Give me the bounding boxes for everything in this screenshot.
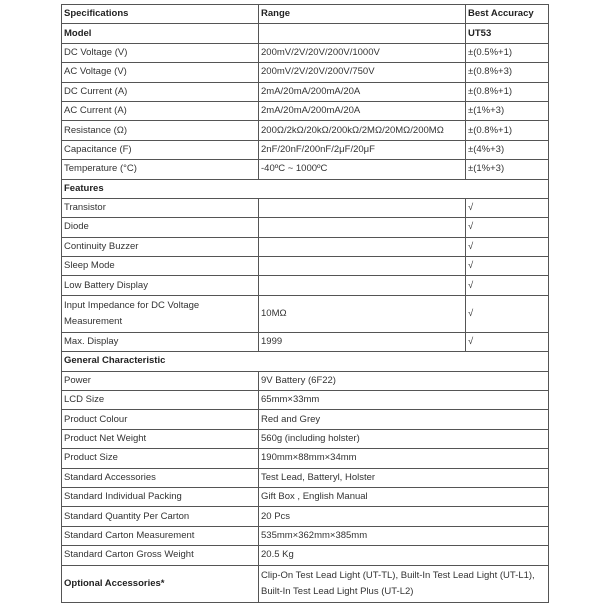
checkmark-icon: √ [466,198,549,217]
feature-label: Low Battery Display [62,276,259,295]
spec-label: DC Voltage (V) [62,43,259,62]
checkmark-icon: √ [466,332,549,351]
spec-label: Capacitance (F) [62,140,259,159]
general-value: 560g (including holster) [259,429,549,448]
general-value: 20 Pcs [259,507,549,526]
general-label: LCD Size [62,391,259,410]
feature-row [62,218,549,237]
feature-range: 10MΩ [259,295,466,332]
general-label: Standard Individual Packing [62,487,259,506]
feature-range [259,237,466,256]
spec-row [62,63,549,82]
general-label: Product Colour [62,410,259,429]
spec-accuracy: ±(4%+3) [466,140,549,159]
spec-label: AC Voltage (V) [62,63,259,82]
general-value: 535mm×362mm×385mm [259,526,549,545]
general-label: Product Net Weight [62,429,259,448]
general-row [62,487,549,506]
feature-label: Continuity Buzzer [62,237,259,256]
general-value: 9V Battery (6F22) [259,371,549,390]
specifications-table [61,4,549,603]
feature-label: Input Impedance for DC Voltage Measurement [62,295,259,332]
spec-accuracy: ±(0.8%+1) [466,121,549,140]
spec-row [62,140,549,159]
header-best-accuracy: Best Accuracy [466,5,549,24]
feature-range [259,198,466,217]
spec-range: 200mV/2V/20V/200V/750V [259,63,466,82]
feature-row [62,332,549,351]
spec-accuracy: ±(0.8%+1) [466,82,549,101]
header-range: Range [259,5,466,24]
spec-label: Temperature (°C) [62,160,259,179]
general-value: Test Lead, Batteryl, Holster [259,468,549,487]
optional-accessories-row [62,565,549,602]
feature-row [62,257,549,276]
features-heading-row [62,179,549,198]
feature-row [62,237,549,256]
spec-range: 2mA/20mA/200mA/20A [259,82,466,101]
model-range-empty [259,24,466,43]
spec-range: 200Ω/2kΩ/20kΩ/200kΩ/2MΩ/20MΩ/200MΩ [259,121,466,140]
spec-range: 200mV/2V/20V/200V/1000V [259,43,466,62]
spec-label: AC Current (A) [62,101,259,120]
spec-accuracy: ±(1%+3) [466,160,549,179]
spec-row [62,43,549,62]
general-row [62,371,549,390]
spec-label: Resistance (Ω) [62,121,259,140]
feature-range [259,257,466,276]
general-row [62,546,549,565]
spec-label: DC Current (A) [62,82,259,101]
spec-row [62,82,549,101]
spec-accuracy: ±(0.5%+1) [466,43,549,62]
general-label: Standard Carton Gross Weight [62,546,259,565]
spec-accuracy: ±(1%+3) [466,101,549,120]
model-value: UT53 [466,24,549,43]
general-row [62,526,549,545]
header-specifications: Specifications [62,5,259,24]
features-heading: Features [62,179,549,198]
feature-range [259,276,466,295]
general-row [62,449,549,468]
general-value: Gift Box , English Manual [259,487,549,506]
feature-range: 1999 [259,332,466,351]
feature-row [62,295,549,332]
optional-accessories-line2: Built-In Test Lead Light Plus (UT-L2) [261,585,414,597]
model-label: Model [62,24,259,43]
checkmark-icon: √ [466,257,549,276]
general-value: 65mm×33mm [259,391,549,410]
general-row [62,468,549,487]
spec-accuracy: ±(0.8%+3) [466,63,549,82]
general-label: Standard Accessories [62,468,259,487]
feature-row [62,276,549,295]
feature-label: Max. Display [62,332,259,351]
spec-row [62,121,549,140]
general-row [62,391,549,410]
general-value: Red and Grey [259,410,549,429]
feature-label: Sleep Mode [62,257,259,276]
general-label: Power [62,371,259,390]
optional-accessories-value [259,565,549,602]
feature-range [259,218,466,237]
spec-range: -40ºC ~ 1000ºC [259,160,466,179]
feature-label: Transistor [62,198,259,217]
general-heading-row [62,352,549,371]
header-row [62,5,549,24]
feature-label: Diode [62,218,259,237]
general-row [62,429,549,448]
feature-row [62,198,549,217]
optional-accessories-line1: Clip-On Test Lead Light (UT-TL), Built-In Test Lead Light (UT-L1), [261,569,535,581]
spec-row [62,101,549,120]
general-value: 190mm×88mm×34mm [259,449,549,468]
general-value: 20.5 Kg [259,546,549,565]
checkmark-icon: √ [466,218,549,237]
spec-range: 2mA/20mA/200mA/20A [259,101,466,120]
general-label: Standard Quantity Per Carton [62,507,259,526]
general-row [62,410,549,429]
general-row [62,507,549,526]
optional-accessories-label: Optional Accessories* [62,565,259,602]
general-label: Product Size [62,449,259,468]
spec-range: 2nF/20nF/200nF/2μF/20μF [259,140,466,159]
spec-row [62,160,549,179]
checkmark-icon: √ [466,237,549,256]
general-label: Standard Carton Measurement [62,526,259,545]
checkmark-icon: √ [466,295,549,332]
model-row [62,24,549,43]
general-heading: General Characteristic [62,352,549,371]
checkmark-icon: √ [466,276,549,295]
